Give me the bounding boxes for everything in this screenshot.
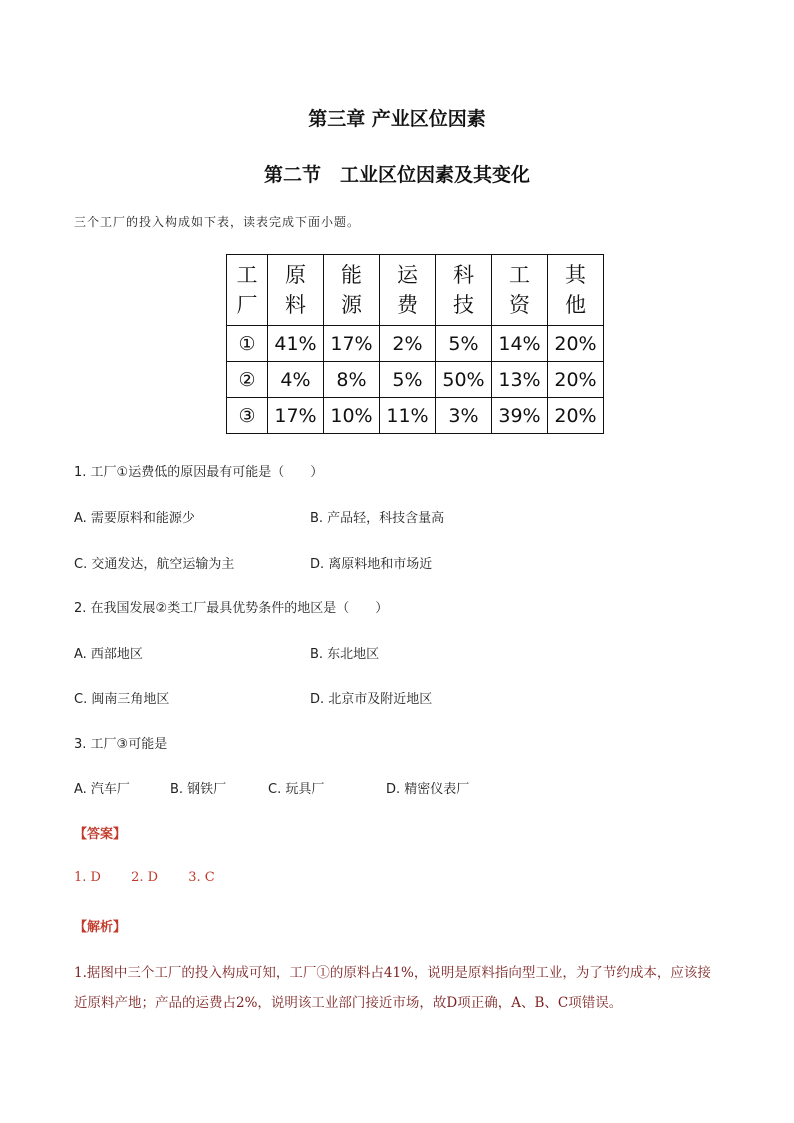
factory-input-table <box>226 254 604 434</box>
question-3-option-b: B. 钢铁厂 <box>170 782 227 797</box>
table-row <box>227 362 604 398</box>
header-cell: 科 技 <box>436 255 492 326</box>
table-cell: 3% <box>436 398 492 434</box>
table-cell: 39% <box>492 398 548 434</box>
header-cell: 运 费 <box>380 255 436 326</box>
question-3-option-a: A. 汽车厂 <box>74 782 130 797</box>
table-cell: ② <box>227 362 268 398</box>
chapter-title: 第三章 产业区位因素 <box>308 108 486 130</box>
answer-2: 2. D <box>131 870 159 885</box>
table-cell: 5% <box>380 362 436 398</box>
question-2-option-d: D. 北京市及附近地区 <box>310 692 433 707</box>
answer-label: 【答案】 <box>74 827 127 842</box>
table-cell: 20% <box>548 362 604 398</box>
table-cell: ① <box>227 326 268 362</box>
question-2-option-a: A. 西部地区 <box>74 647 143 662</box>
table-cell: 20% <box>548 326 604 362</box>
header-cell: 能 源 <box>324 255 380 326</box>
question-3-stem: 3. 工厂③可能是 <box>74 737 168 752</box>
intro-text: 三个工厂的投入构成如下表，读表完成下面小题。 <box>74 215 361 229</box>
header-cell: 其 他 <box>548 255 604 326</box>
table-row <box>227 398 604 434</box>
question-3-option-c: C. 玩具厂 <box>268 782 325 797</box>
table-cell: 50% <box>436 362 492 398</box>
header-cell: 工 资 <box>492 255 548 326</box>
analysis-label: 【解析】 <box>74 920 127 935</box>
analysis-text: 1.据图中三个工厂的投入构成可知，工厂①的原料占41%，说明是原料指向型工业，为了节约成本，应该接近原料产地；产品的运费占2%，说明该工业部门接近市场，故D项正确，A、B、C项错误。 <box>74 965 711 1011</box>
answer-1: 1. D <box>74 870 101 885</box>
table-cell: 10% <box>324 398 380 434</box>
question-1-stem: 1. 工厂①运费低的原因最有可能是（ ） <box>74 465 324 480</box>
question-1-option-b: B. 产品轻，科技含量高 <box>310 511 445 526</box>
table-cell: 4% <box>268 362 324 398</box>
question-2-stem: 2. 在我国发展②类工厂最具优势条件的地区是（ ） <box>74 601 389 616</box>
table-cell: 13% <box>492 362 548 398</box>
table-cell: ③ <box>227 398 268 434</box>
table-cell: 5% <box>436 326 492 362</box>
question-2-option-c: C. 闽南三角地区 <box>74 692 170 707</box>
question-1-option-c: C. 交通发达，航空运输为主 <box>74 557 235 572</box>
question-1-option-d: D. 离原料地和市场近 <box>310 557 433 572</box>
answer-3: 3. C <box>188 870 215 885</box>
table-cell: 11% <box>380 398 436 434</box>
table-cell: 41% <box>268 326 324 362</box>
header-cell: 原 料 <box>268 255 324 326</box>
table-cell: 14% <box>492 326 548 362</box>
question-2-option-b: B. 东北地区 <box>310 647 380 662</box>
answer-list <box>74 870 241 885</box>
table-cell: 2% <box>380 326 436 362</box>
header-cell: 工 厂 <box>227 255 268 326</box>
table-cell: 17% <box>268 398 324 434</box>
section-title: 第二节 工业区位因素及其变化 <box>263 164 530 186</box>
table-cell: 20% <box>548 398 604 434</box>
table-header-row <box>227 255 604 326</box>
question-1-option-a: A. 需要原料和能源少 <box>74 511 195 526</box>
question-3-option-d: D. 精密仪表厂 <box>386 782 470 797</box>
table-cell: 8% <box>324 362 380 398</box>
table-row <box>227 326 604 362</box>
table-cell: 17% <box>324 326 380 362</box>
